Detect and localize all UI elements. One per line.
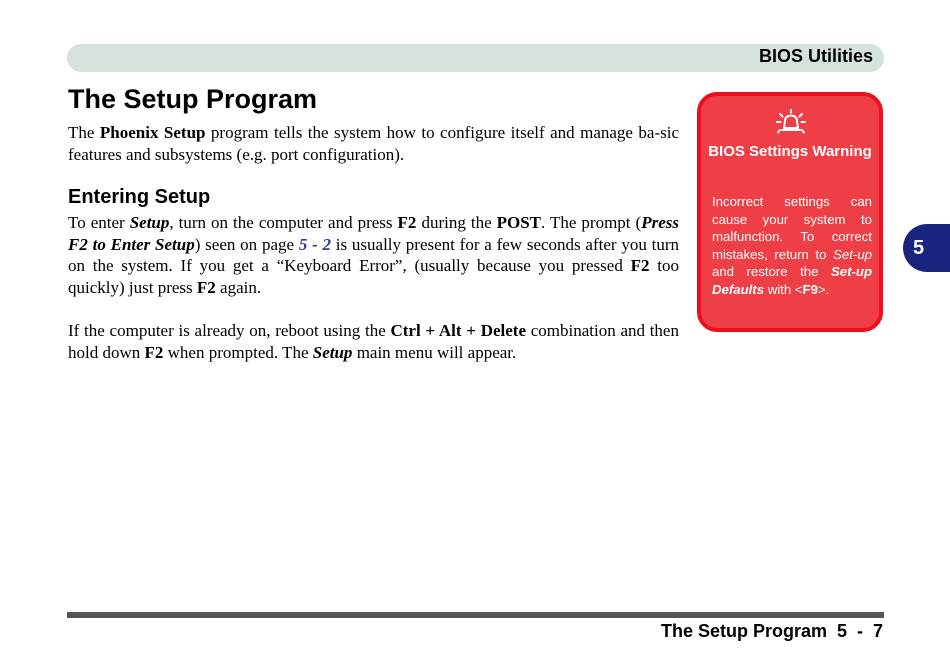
page-cross-reference-link[interactable]: 5 - 2 — [298, 234, 332, 254]
reboot-paragraph: If the computer is already on, reboot using the Ctrl + Alt + Delete combination and then hold down F2 when prompted. The Setup main menu will appear. — [68, 321, 679, 362]
section-heading-entering-setup: Entering Setup — [68, 186, 211, 208]
bios-settings-warning-box — [697, 92, 883, 332]
warning-bell-icon — [775, 109, 807, 135]
chapter-tab: 5 — [903, 224, 950, 272]
intro-paragraph: The Phoenix Setup program tells the system how to configure itself and manage ba-sic features and subsystems (e.g. port configuration). — [68, 123, 679, 164]
entering-setup-paragraph: To enter Setup, turn on the computer and press F2 during the POST. The prompt (Press F2 to Enter Setup) seen on page 5 - 2 is usually present for a few seconds after you turn on the system. If you get a “Keyboard Error”, (usually because you pressed F2 too quickly) just press F2 again. — [68, 213, 680, 297]
warning-text: Incorrect settings can cause your system to malfunction. To correct mistakes, return to Set-up and restore the Set-up Defaults with <F9>. — [712, 194, 872, 297]
warning-title: BIOS Settings Warning — [708, 143, 872, 160]
footer-page-label: The Setup Program 5 - 7 — [660, 621, 883, 641]
header-section-title: BIOS Utilities — [758, 46, 873, 66]
footer-rule — [67, 612, 884, 618]
page-title: The Setup Program — [68, 84, 318, 114]
